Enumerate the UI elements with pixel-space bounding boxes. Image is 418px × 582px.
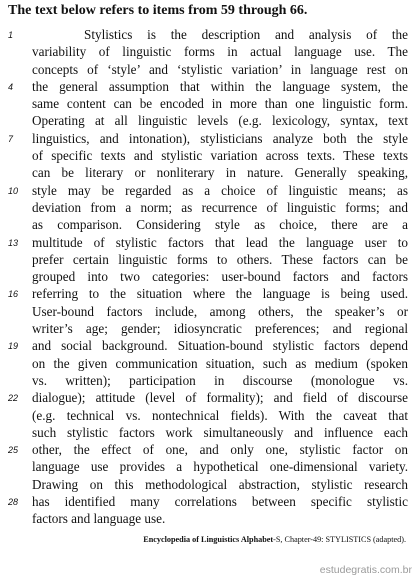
passage-line (32, 251, 408, 268)
passage-line (32, 424, 408, 441)
passage-line (32, 476, 408, 493)
line-text: grouped into two categories: user-bound factors and factors (32, 269, 408, 285)
line-text: variability of linguistic forms in actual language use. The (32, 44, 408, 60)
line-text: (e.g. technical vs. nontechnical fields). With the caveat that (32, 407, 408, 423)
site-watermark: estudegratis.com.br (319, 564, 412, 576)
line-text: has identified many correlations between specific stylistic (32, 494, 408, 510)
line-text: as comparison. Considering style as choice, there are a (32, 217, 408, 233)
passage-line (32, 458, 408, 475)
line-number: 25 (8, 445, 19, 456)
line-text: concepts of ‘style’ and ‘stylistic variation’ in language rest on (32, 61, 408, 77)
source-citation (143, 534, 406, 545)
passage-line (32, 112, 408, 129)
source-title: Encyclopedia of Linguistics Alphabet (143, 535, 274, 544)
passage-line (32, 147, 408, 164)
line-text: referring to the situation where the language is being used. (32, 286, 408, 302)
passage-line (32, 199, 408, 216)
line-text: deviation from a norm; as recurrence of linguistic forms; and (32, 199, 408, 215)
passage-line (8, 493, 408, 510)
passage-text (8, 26, 408, 528)
passage-line (8, 234, 408, 251)
passage-line (8, 337, 408, 354)
passage-heading: The text below refers to items from 59 through 66. (8, 3, 308, 18)
line-number: 7 (8, 133, 14, 144)
passage-line (32, 216, 408, 233)
line-text: linguistics, and intonation), stylisticians analyze both the style (32, 130, 408, 146)
line-text: User-bound factors include, among others, the speaker’s or (32, 303, 408, 319)
passage-line (8, 130, 408, 147)
line-text: vs. written); participation in discourse (monologue vs. (32, 372, 408, 388)
line-text: same content can be encoded in more than one linguistic form. (32, 96, 408, 112)
passage-line (32, 355, 408, 372)
passage-line (32, 303, 408, 320)
line-number: 16 (8, 289, 19, 300)
passage-line (32, 372, 408, 389)
line-text: writer’s age; gender; idiosyncratic preferences; and regional (32, 321, 408, 337)
line-number: 13 (8, 237, 19, 248)
line-number: 22 (8, 393, 19, 404)
line-text: style may be regarded as a choice of linguistic means; as (32, 182, 408, 198)
passage-line (8, 389, 408, 406)
source-details: -S, Chapter-49: STYLISTICS (adapted). (273, 535, 406, 544)
line-text: and social background. Situation-bound stylistic factors depend (32, 338, 408, 354)
line-text: Drawing on this methodological abstraction, stylistic research (32, 476, 408, 492)
line-number: 10 (8, 185, 19, 196)
line-number: 28 (8, 497, 19, 508)
line-text: of specific texts and stylistic variation across texts. These texts (32, 148, 408, 164)
passage-line (8, 441, 408, 458)
line-number: 4 (8, 81, 14, 92)
line-text: can be literary or nonliterary in nature. Generally speaking, (32, 165, 408, 181)
passage-line (32, 61, 408, 78)
line-text: such stylistic factors work simultaneously and influence each (32, 424, 408, 440)
passage-line (32, 320, 408, 337)
line-text: Operating at all linguistic levels (e.g. lexicology, syntax, text (32, 113, 408, 129)
passage-line (32, 407, 408, 424)
passage-line (8, 285, 408, 302)
passage-line (8, 78, 408, 95)
passage-line (8, 26, 408, 43)
passage-line (32, 164, 408, 181)
line-text: prefer certain linguistic forms to others. These factors can be (32, 251, 408, 267)
passage-line (32, 510, 408, 527)
line-text: Stylistics is the description and analysis of the (84, 27, 408, 42)
line-text: language use provides a hypothetical one-dimensional variety. (32, 459, 408, 475)
line-text: factors and language use. (32, 511, 166, 527)
line-number: 1 (8, 30, 14, 40)
line-text: other, the effect of one, and only one, stylistic factor on (32, 442, 408, 458)
line-text: on the given communication situation, such as medium (spoken (32, 355, 408, 371)
line-text: multitude of stylistic factors that lead the language user to (32, 234, 408, 250)
passage-line (8, 182, 408, 199)
passage-line (32, 43, 408, 60)
line-number: 19 (8, 341, 19, 352)
passage-line (32, 268, 408, 285)
passage-line (32, 95, 408, 112)
line-text: dialogue); attitude (level of formality); and field of discourse (32, 390, 408, 406)
line-text: the general assumption that within the language system, the (32, 78, 408, 94)
